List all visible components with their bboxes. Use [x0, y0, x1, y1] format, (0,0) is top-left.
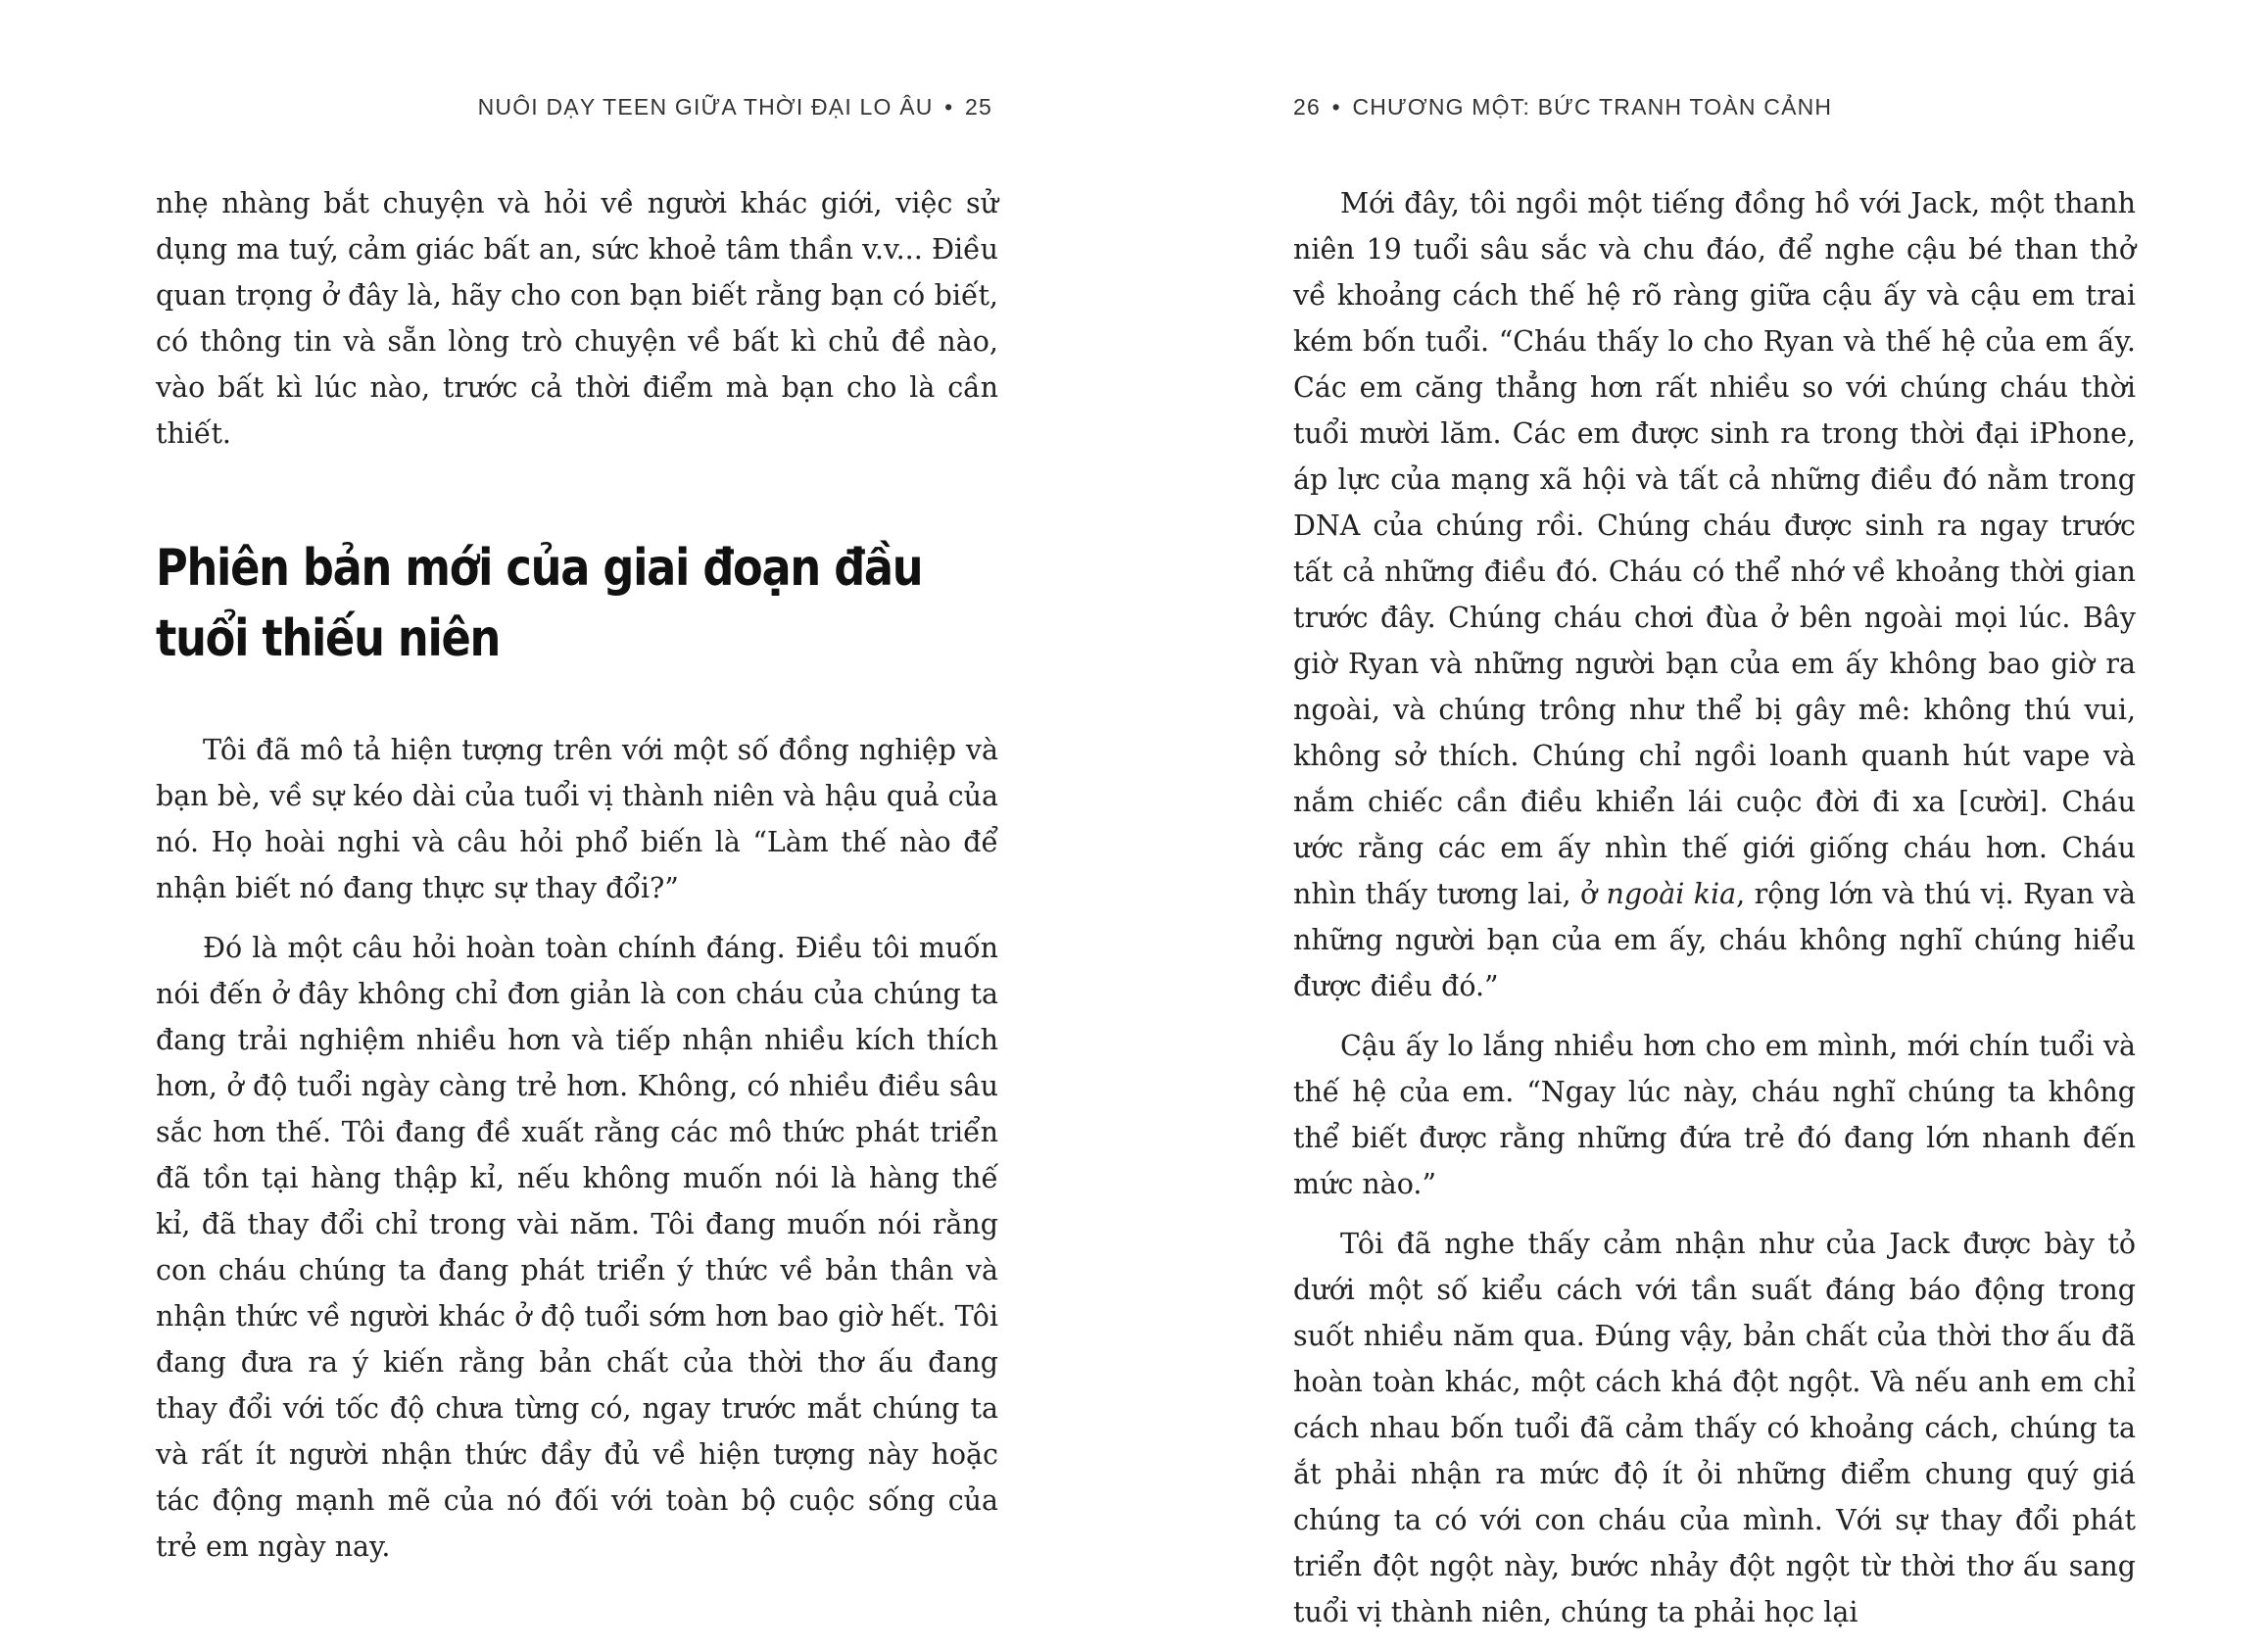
body-paragraph: Tôi đã mô tả hiện tượng trên với một số đồng nghiệp và bạn bè, về sự kéo dài của tuổi vị thành niên và hậu quả của nó. Họ hoài nghi và câu hỏi phổ biến là “Làm thế nào để nhận biết nó đang thực sự thay đổi?” [156, 734, 998, 904]
left-running-head-title: NUÔI DẠY TEEN GIỮA THỜI ĐẠI LO ÂU [477, 94, 934, 120]
right-body-text [1293, 180, 2136, 1649]
left-running-head-separator: • [944, 94, 954, 120]
right-page [1134, 0, 2268, 1628]
body-paragraph: Đó là một câu hỏi hoàn toàn chính đáng. Điều tôi muốn nói đến ở đây không chỉ đơn giản là con cháu của chúng ta đang trải nghiệm nhiều hơn và tiếp nhận nhiều kích thích hơn, ở độ tuổi ngày càng trẻ hơn. Không, có nhiều điều sâu sắc hơn thế. Tôi đang đề xuất rằng các mô thức phát triển đã tồn tại hàng thập kỉ, nếu không muốn nói là hàng thế kỉ, đã thay đổi chỉ trong vài năm. Tôi đang muốn nói rằng con cháu chúng ta đang phát triển ý thức về bản thân và nhận thức về người khác ở độ tuổi sớm hơn bao giờ hết. Tôi đang đưa ra ý kiến rằng bản chất của thời thơ ấu đang thay đổi với tốc độ chưa từng có, ngay trước mắt chúng ta và rất ít người nhận thức đầy đủ về hiện tượng này hoặc tác động mạnh mẽ của nó đối với toàn bộ cuộc sống của trẻ em ngày nay. [156, 932, 998, 1563]
right-running-head [1293, 94, 1832, 121]
left-running-head [478, 94, 992, 121]
body-paragraph [1293, 180, 2136, 1009]
italic-emphasis: ngoài kia [1606, 878, 1737, 910]
paragraph-text: , rộng lớn và thú vị. Ryan và những người bạn của em ấy, cháu không nghĩ chúng hiểu được điều đó.” [1293, 878, 2137, 1002]
right-running-head-separator: • [1331, 94, 1341, 120]
continuation-paragraph: nhẹ nhàng bắt chuyện và hỏi về người khác giới, việc sử dụng ma tuý, cảm giác bất an, sức khoẻ tâm thần v.v... Điều quan trọng ở đây là, hãy cho con bạn biết rằng bạn có biết, có thông tin và sẵn lòng trò chuyện về bất kì chủ đề nào, vào bất kì lúc nào, trước cả thời điểm mà bạn cho là cần thiết. [156, 187, 998, 450]
body-paragraph: Cậu ấy lo lắng nhiều hơn cho em mình, mới chín tuổi và thế hệ của em. “Ngay lúc này, cháu nghĩ chúng ta không thể biết được rằng những đứa trẻ đó đang lớn nhanh đến mức nào.” [1293, 1030, 2136, 1200]
right-page-number: 26 [1293, 94, 1321, 120]
section-heading [156, 533, 998, 674]
section-heading-line-1: Phiên bản mới của giai đoạn đầu [156, 539, 923, 598]
paragraph-text: Mới đây, tôi ngồi một tiếng đồng hồ với Jack, một thanh niên 19 tuổi sâu sắc và chu đáo, để nghe cậu bé than thở về khoảng cách thế hệ rõ ràng giữa cậu ấy và cậu em trai kém bốn tuổi. “Cháu thấy lo cho Ryan và thế hệ của em ấy. Các em căng thẳng hơn rất nhiều so với chúng cháu thời tuổi mười lăm. Các em được sinh ra trong thời đại iPhone, áp lực của mạng xã hội và tất cả những điều đó nằm trong DNA của chúng rồi. Chúng cháu được sinh ra ngay trước tất cả những điều đó. Cháu có thể nhớ về khoảng thời gian trước đây. Chúng cháu chơi đùa ở bên ngoài mọi lúc. Bây giờ Ryan và những người bạn của em ấy không bao giờ ra ngoài, và chúng trông như thể bị gây mê: không thú vui, không sở thích. Chúng chỉ ngồi loanh quanh hút vape và nắm chiếc cần điều khiển lái cuộc đời đi xa [cười]. Cháu ước rằng các em ấy nhìn thế giới giống cháu hơn. Cháu nhìn thấy tương lai, ở [1293, 187, 2136, 910]
section-heading-line-2: tuổi thiếu niên [156, 609, 501, 668]
body-paragraph: Tôi đã nghe thấy cảm nhận như của Jack được bày tỏ dưới một số kiểu cách với tần suất đáng báo động trong suốt nhiều năm qua. Đúng vậy, bản chất của thời thơ ấu đã hoàn toàn khác, một cách khá đột ngột. Và nếu anh em chỉ cách nhau bốn tuổi đã cảm thấy có khoảng cách, chúng ta ắt phải nhận ra mức độ ít ỏi những điểm chung quý giá chúng ta có với con cháu của mình. Với sự thay đổi phát triển đột ngột này, bước nhảy đột ngột từ thời thơ ấu sang tuổi vị thành niên, chúng ta phải học lại [1293, 1228, 2136, 1628]
left-page [0, 0, 1134, 1613]
left-page-number: 25 [965, 94, 992, 120]
left-body-text [156, 180, 998, 1583]
right-running-head-title: CHƯƠNG MỘT: BỨC TRANH TOÀN CẢNH [1352, 94, 1833, 120]
